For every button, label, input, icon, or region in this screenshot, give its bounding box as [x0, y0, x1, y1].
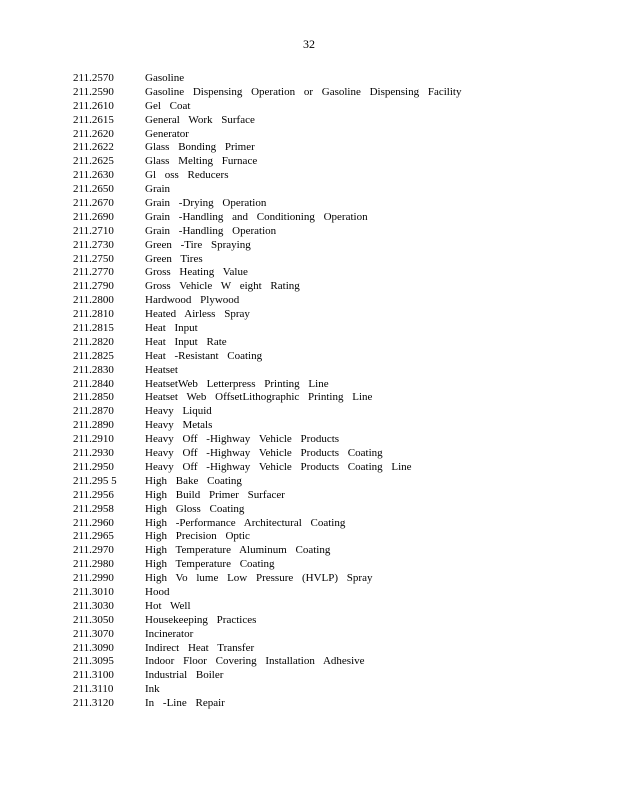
section-number: 211.2958: [73, 502, 114, 515]
defined-term: Ink: [145, 683, 160, 696]
section-number: 211.2610: [73, 99, 114, 112]
defined-term: Grain: [145, 183, 171, 196]
defined-term: Indirect Heat Transfer: [145, 641, 255, 654]
defined-term: High Temperature Coating: [145, 558, 275, 571]
defined-term: Hot Well: [145, 599, 191, 612]
defined-term: Green Tires: [145, 252, 203, 265]
section-number: 211.2980: [73, 558, 114, 571]
defined-term: Heatset Web OffsetLithographic Printing Line: [145, 391, 373, 404]
list-item: [73, 391, 593, 405]
section-number: 211.2810: [73, 308, 114, 321]
section-number: 211.2956: [73, 488, 114, 501]
defined-term: Heatset: [145, 363, 178, 376]
defined-term: HeatsetWeb Letterpress Printing Line: [145, 377, 329, 390]
defined-term: Gasoline Dispensing Operation or Gasoline Dispensing Facility: [145, 85, 462, 98]
list-item: [73, 642, 593, 656]
defined-term: Heavy Off -Highway Vehicle Products: [145, 433, 340, 446]
defined-term: Gross Vehicle W eight Rating: [145, 280, 300, 293]
section-number: 211.2830: [73, 363, 114, 376]
definitions-list: [73, 72, 593, 711]
section-number: 211.2870: [73, 405, 114, 418]
list-item: [73, 614, 593, 628]
list-item: [73, 475, 593, 489]
defined-term: High Gloss Coating: [145, 502, 245, 515]
list-item: [73, 72, 593, 86]
list-item: [73, 128, 593, 142]
list-item: [73, 322, 593, 336]
defined-term: Heavy Metals: [145, 419, 213, 432]
section-number: 211.2820: [73, 335, 114, 348]
list-item: [73, 225, 593, 239]
section-number: 211.3110: [73, 683, 114, 696]
list-item: [73, 489, 593, 503]
list-item: [73, 336, 593, 350]
list-item: [73, 350, 593, 364]
defined-term: Grain -Drying Operation: [145, 197, 267, 210]
section-number: 211.2625: [73, 155, 114, 168]
defined-term: Heavy Off -Highway Vehicle Products Coating: [145, 447, 383, 460]
section-number: 211.2570: [73, 72, 114, 84]
list-item: [73, 364, 593, 378]
section-number: 211.2800: [73, 294, 114, 307]
section-number: 211.3090: [73, 641, 114, 654]
list-item: [73, 280, 593, 294]
defined-term: Indoor Floor Covering Installation Adhesive: [145, 655, 365, 668]
page-number: 32: [303, 37, 315, 51]
list-item: [73, 419, 593, 433]
list-item: [73, 266, 593, 280]
defined-term: Gasoline: [145, 72, 185, 84]
defined-term: High -Performance Architectural Coating: [145, 516, 346, 529]
section-number: 211.2850: [73, 391, 114, 404]
section-number: 211.2622: [73, 141, 114, 154]
section-number: 211.3030: [73, 599, 114, 612]
list-item: [73, 239, 593, 253]
section-number: 211.2590: [73, 85, 114, 98]
defined-term: Generator: [145, 127, 189, 140]
defined-term: High Precision Optic: [145, 530, 250, 543]
section-number: 211.2630: [73, 169, 114, 182]
section-number: 211.2750: [73, 252, 114, 265]
defined-term: High Temperature Aluminum Coating: [145, 544, 331, 557]
section-number: 211.3010: [73, 585, 114, 598]
section-number: 211.3095: [73, 655, 114, 668]
list-item: [73, 600, 593, 614]
defined-term: Incinerator: [145, 627, 194, 640]
list-item: [73, 114, 593, 128]
list-item: [73, 669, 593, 683]
section-number: 211.2950: [73, 460, 114, 473]
list-item: [73, 683, 593, 697]
list-item: [73, 517, 593, 531]
section-number: 211.2650: [73, 183, 114, 196]
defined-term: High Bake Coating: [145, 474, 242, 487]
list-item: [73, 586, 593, 600]
section-number: 211.2965: [73, 530, 114, 543]
list-item: [73, 530, 593, 544]
section-number: 211.2730: [73, 238, 114, 251]
section-number: 211.2990: [73, 572, 114, 585]
list-item: [73, 141, 593, 155]
list-item: [73, 253, 593, 267]
section-number: 211.2970: [73, 544, 114, 557]
defined-term: Industrial Boiler: [145, 669, 224, 682]
list-item: [73, 572, 593, 586]
section-number: 211.2960: [73, 516, 114, 529]
list-item: [73, 655, 593, 669]
defined-term: Hood: [145, 585, 170, 598]
defined-term: Heavy Liquid: [145, 405, 212, 418]
defined-term: General Work Surface: [145, 113, 255, 126]
defined-term: Glass Melting Furnace: [145, 155, 258, 168]
defined-term: High Vo lume Low Pressure (HVLP) Spray: [145, 572, 373, 585]
section-number: 211.295 5: [73, 474, 117, 487]
defined-term: Heat Input Rate: [145, 335, 227, 348]
list-item: [73, 503, 593, 517]
list-item: [73, 86, 593, 100]
defined-term: Heat Input: [145, 322, 198, 335]
list-item: [73, 183, 593, 197]
section-number: 211.2615: [73, 113, 114, 126]
list-item: [73, 100, 593, 114]
defined-term: Grain -Handling Operation: [145, 224, 277, 237]
defined-term: High Build Primer Surfacer: [145, 488, 285, 501]
list-item: [73, 294, 593, 308]
list-item: [73, 378, 593, 392]
section-number: 211.3050: [73, 613, 114, 626]
list-item: [73, 697, 593, 711]
section-number: 211.2910: [73, 433, 114, 446]
list-item: [73, 447, 593, 461]
section-number: 211.2670: [73, 197, 114, 210]
defined-term: Hardwood Plywood: [145, 294, 240, 307]
defined-term: Gel Coat: [145, 99, 191, 112]
defined-term: In -Line Repair: [145, 697, 225, 710]
section-number: 211.2825: [73, 349, 114, 362]
section-number: 211.2690: [73, 210, 114, 223]
section-number: 211.2770: [73, 266, 114, 279]
list-item: [73, 558, 593, 572]
section-number: 211.2620: [73, 127, 114, 140]
section-number: 211.2710: [73, 224, 114, 237]
list-item: [73, 169, 593, 183]
defined-term: Glass Bonding Primer: [145, 141, 255, 154]
section-number: 211.2790: [73, 280, 114, 293]
defined-term: Housekeeping Practices: [145, 613, 257, 626]
list-item: [73, 211, 593, 225]
list-item: [73, 197, 593, 211]
list-item: [73, 544, 593, 558]
defined-term: Green -Tire Spraying: [145, 238, 251, 251]
defined-term: Gl oss Reducers: [145, 169, 229, 182]
section-number: 211.3100: [73, 669, 114, 682]
section-number: 211.2840: [73, 377, 114, 390]
section-number: 211.2930: [73, 447, 114, 460]
section-number: 211.3120: [73, 697, 114, 710]
defined-term: Heat -Resistant Coating: [145, 349, 263, 362]
section-number: 211.2815: [73, 322, 114, 335]
list-item: [73, 155, 593, 169]
defined-term: Heated Airless Spray: [145, 308, 250, 321]
section-number: 211.2890: [73, 419, 114, 432]
section-number: 211.3070: [73, 627, 114, 640]
list-item: [73, 308, 593, 322]
defined-term: Gross Heating Value: [145, 266, 248, 279]
list-item: [73, 461, 593, 475]
list-item: [73, 628, 593, 642]
defined-term: Heavy Off -Highway Vehicle Products Coating Line: [145, 460, 412, 473]
defined-term: Grain -Handling and Conditioning Operation: [145, 210, 368, 223]
list-item: [73, 433, 593, 447]
list-item: [73, 405, 593, 419]
